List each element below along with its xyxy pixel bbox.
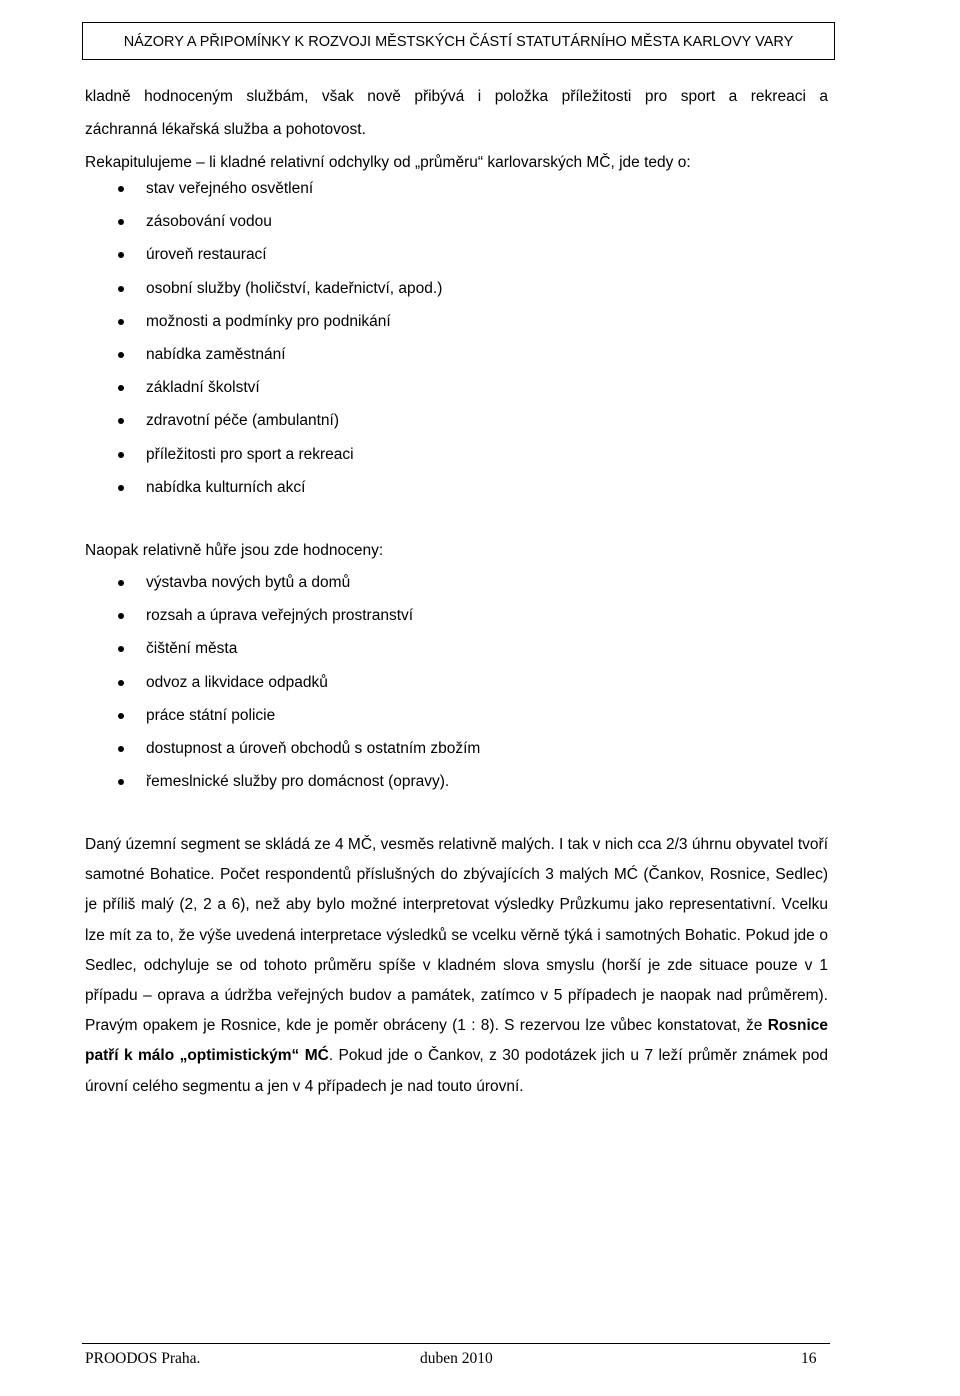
paragraph-text: Daný územní segment se skládá ze 4 MČ, vesměs relativně malých. I tak v nich cca 2/3 úhrnu obyvatel tvoří samotné Bohatice. Počet respondentů příslušných do zbývajících 3 malých MĆ (Čankov, Rosnice, Sedlec) je příliš malý (2, 2 a 6), než aby bylo možné interpretovat výsledky Průzkumu jako representativní. Vcelku lze mít za to, že výše uvedená interpretace výsledků se vcelku věrně týká i samotných Bohatic. Pokud jde o Sedlec, odchyluje se od tohoto průměru spíše v kladném slova smyslu (horší je zde situace pouze v 1 případu – oprava a údržba veřejných budov a památek, zatímco v 5 případech je naopak nad průměrem). Pravým opakem je Rosnice, kde je poměr obráceny (1 : 8). S rezervou lze vůbec konstatovat, že <box>85 836 828 1035</box>
list-item: nabídka zaměstnání <box>85 338 828 371</box>
negative-list <box>85 566 828 798</box>
list-item: příležitosti pro sport a rekreaci <box>85 438 828 471</box>
list-item: zdravotní péče (ambulantní) <box>85 404 828 437</box>
footer-divider <box>82 1343 830 1344</box>
list-item: základní školství <box>85 371 828 404</box>
summary-paragraph <box>85 830 828 1102</box>
paragraph-text-end: . Pokud jde o Čankov, z 30 podotázek jich u 7 leží průměr známek pod úrovní celého segmentu a jen v 4 případech je nad touto úrovní. <box>85 1047 828 1095</box>
positive-list <box>85 172 828 504</box>
intro-line-2: záchranná lékařská služba a pohotovost. <box>85 121 366 138</box>
page-number: 16 <box>801 1350 817 1367</box>
header-title: NÁZORY A PŘIPOMÍNKY K ROZVOJI MĚSTSKÝCH ČÁSTÍ STATUTÁRNÍHO MĚSTA KARLOVY VARY <box>123 34 794 50</box>
list-item: dostupnost a úroveň obchodů s ostatním zbožím <box>85 732 828 765</box>
list-item: zásobování vodou <box>85 205 828 238</box>
list-item: úroveň restaurací <box>85 238 828 271</box>
list-item: řemeslnické služby pro domácnost (opravy). <box>85 765 828 798</box>
list-item: rozsah a úprava veřejných prostranství <box>85 599 828 632</box>
list-item: možnosti a podmínky pro podnikání <box>85 305 828 338</box>
list-item: stav veřejného osvětlení <box>85 172 828 205</box>
list-item: odvoz a likvidace odpadků <box>85 666 828 699</box>
intro-text <box>85 80 828 179</box>
list-item: práce státní policie <box>85 699 828 732</box>
footer-company: PROODOS Praha. <box>85 1350 201 1367</box>
negatives-heading: Naopak relativně hůře jsou zde hodnoceny: <box>85 542 384 559</box>
paragraph-bold-text: Rosnice patří k málo „optimistickým“ MĆ <box>85 1017 828 1065</box>
footer-date: duben 2010 <box>420 1350 493 1367</box>
list-item: osobní služby (holičství, kadeřnictví, apod.) <box>85 272 828 305</box>
list-item: nabídka kulturních akcí <box>85 471 828 504</box>
intro-line-3: Rekapitulujeme – li kladné relativní odchylky od „průměru“ karlovarských MČ, jde tedy o: <box>85 154 691 171</box>
list-item: čištění města <box>85 632 828 665</box>
intro-line-1: kladně hodnoceným službám, však nově přibývá i položka příležitosti pro sport a rekreaci a <box>85 88 828 105</box>
list-item: výstavba nových bytů a domů <box>85 566 828 599</box>
page-header <box>82 22 835 60</box>
